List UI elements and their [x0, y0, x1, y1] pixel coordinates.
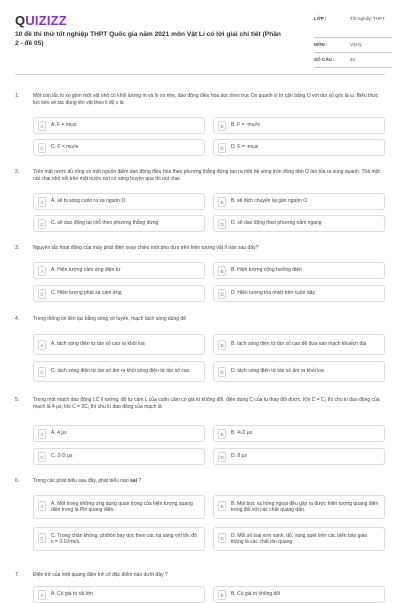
option-b[interactable] — [213, 425, 385, 442]
class-divider — [314, 37, 392, 38]
worksheet-header — [0, 0, 400, 74]
option-text: B. Mọi bức xạ hồng ngoại đều gây ra được hiện tượng quang điện trong đối với các chất quang dẫn. — [231, 500, 379, 513]
option-text: B. Có giá trị không đổi — [231, 591, 281, 598]
option-letter: A — [38, 429, 46, 439]
option-c[interactable] — [33, 285, 205, 302]
class-value: Tốt nghiệp THPT — [350, 16, 385, 21]
option-c[interactable] — [33, 361, 205, 382]
option-letter: D — [218, 533, 226, 543]
option-letter: B — [218, 590, 226, 600]
option-text: A. Hiện tượng cảm ứng điện từ — [51, 267, 121, 274]
option-d[interactable] — [213, 448, 385, 465]
option-text: A. Có giá trị rất lớn — [51, 591, 93, 598]
option-a[interactable] — [33, 495, 205, 519]
option-letter: B — [218, 429, 226, 439]
header-divider — [15, 74, 385, 75]
worksheet-title: 10 đề thi thử tốt nghiệp THPT Quốc gia năm 2021 môn Vật Lí có lời giải chi tiết (Phần 2 - đề 05) — [15, 31, 281, 47]
option-c[interactable] — [33, 215, 205, 232]
option-a[interactable] — [33, 117, 205, 134]
option-a[interactable] — [33, 262, 205, 279]
question-text: Nguyên tắc hoạt động của máy phát điện xoay chiều một pha dựa trên hiện tượng vật lí nào sau đây? — [33, 245, 259, 251]
option-letter: A — [38, 590, 46, 600]
count-label: SỐ CÂU : — [314, 57, 335, 62]
option-b[interactable] — [213, 495, 385, 519]
question-text: Một con lắc lò xo gồm một vật nhỏ có khối lượng m và lò xo nhẹ, dao động điều hòa dọc theo trục Ox quanh vị trí cân bằng O với tần số góc là ω. Biểu thức lực kéo về tác dụng lên vật theo li độ x là — [33, 93, 379, 106]
count-value: 40 — [350, 57, 356, 62]
option-text: C. F = mω²x — [51, 144, 79, 151]
option-b[interactable] — [213, 262, 385, 279]
option-letter: B — [218, 501, 226, 511]
option-letter: C — [38, 367, 46, 377]
option-text: A. F = mωx — [51, 122, 77, 129]
option-letter: C — [38, 143, 46, 153]
option-letter: A — [38, 197, 46, 207]
question-text: Trên mặt nước đủ rộng có một nguồn điểm dao động điều hòa theo phương thẳng đứng tạo ra một hệ sóng tròn đồng tâm O lan tỏa ra xung quanh. Thả một nút chai nhỏ nổi trên mặt nước nơi có sóng truyền qua thì nút chai — [33, 169, 380, 182]
question-number: 1. — [15, 93, 20, 99]
option-b[interactable] — [213, 193, 385, 210]
question-text: Trong một mạch dao động LC lí tưởng, độ tự cảm L của cuộn cảm có giá trị không đổi, điện dung C của tụ thay đổi được. Khi C = C₁ thì chu kì dao động của mạch là 4 μs; khi C = 2C₁ thì chu kì dao động của mạch là — [33, 397, 380, 410]
option-letter: A — [38, 501, 46, 511]
option-text: A. 4 μs — [51, 430, 67, 437]
option-letter: C — [38, 452, 46, 462]
class-label: LỚP : — [314, 16, 327, 21]
option-d[interactable] — [213, 361, 385, 382]
option-letter: B — [218, 197, 226, 207]
option-text: A. sẽ bị sóng cuốn ra xa nguồn O — [51, 198, 126, 205]
option-text: A. Một trong những ứng dụng quan trọng của hiện tượng quang điện trong là Pin quang điện. — [51, 500, 193, 513]
option-text: D. Hiện tượng tỏa nhiệt trên cuộn dây — [231, 290, 315, 297]
option-c[interactable] — [33, 139, 205, 156]
option-a[interactable] — [33, 425, 205, 442]
option-text: D. F = -mωx — [231, 144, 259, 151]
option-letter: D — [218, 452, 226, 462]
subject-value: Vật lý — [350, 42, 362, 47]
option-letter: C — [38, 533, 46, 543]
option-letter: D — [218, 219, 226, 229]
option-b[interactable] — [213, 586, 385, 603]
option-letter: A — [38, 340, 46, 350]
option-text: A. tách sóng điện từ tần số cao ra khỏi loa — [51, 341, 145, 348]
option-d[interactable] — [213, 527, 385, 551]
option-a[interactable] — [33, 586, 205, 603]
option-d[interactable] — [213, 215, 385, 232]
question-number: 2. — [15, 169, 20, 175]
option-text: D. tách sóng điện từ tần số âm ra khỏi loa — [231, 368, 324, 375]
option-text: C. 2√2 μs — [51, 453, 73, 460]
option-text: B. tách sóng điện từ tần số cao để đưa vào mạch khuếch đại — [231, 341, 367, 348]
option-letter: D — [218, 289, 226, 299]
option-d[interactable] — [213, 139, 385, 156]
option-a[interactable] — [33, 334, 205, 355]
option-c[interactable] — [33, 448, 205, 465]
option-letter: C — [38, 219, 46, 229]
option-b[interactable] — [213, 334, 385, 355]
quizizz-logo: QUIZIZZ — [15, 13, 67, 28]
option-letter: B — [218, 266, 226, 276]
option-text: D. 8 μs — [231, 453, 247, 460]
question-number: 5. — [15, 397, 20, 403]
option-letter: B — [218, 340, 226, 350]
option-text: C. Hiện tượng phát xạ cảm ứng — [51, 290, 122, 297]
option-a[interactable] — [33, 193, 205, 210]
option-text: D. sẽ dao động theo phương nằm ngang — [231, 220, 322, 227]
question-number: 4. — [15, 316, 20, 322]
question-number: 3. — [15, 245, 20, 251]
option-text: C. sẽ dao động tại chỗ theo phương thẳng đứng — [51, 220, 159, 227]
option-letter: D — [218, 367, 226, 377]
subject-divider — [314, 52, 392, 53]
question-text: Điện trở của một quang điện trở có đặc điểm nào dưới đây ? — [33, 572, 168, 578]
option-text: C. Trong chân không, phôtôn bay dọc theo các tia sáng với tốc độ c = 3.10⁸m/s. — [51, 532, 197, 545]
option-letter: D — [218, 143, 226, 153]
question-text: Trong các phát biểu sau đây, phát biểu nào sai ? — [33, 478, 142, 484]
option-c[interactable] — [33, 527, 205, 551]
question-number: 6. — [15, 478, 20, 484]
option-letter: A — [38, 266, 46, 276]
question-text: Trong thông tin liên lạc bằng sóng vô tuyến, mạch tách sóng dùng để — [33, 316, 186, 322]
count-divider — [314, 67, 392, 68]
option-letter: A — [38, 121, 46, 131]
option-text: B. 4√2 μs — [231, 430, 253, 437]
option-letter: C — [38, 289, 46, 299]
option-letter: B — [218, 121, 226, 131]
option-text: B. Hiện tượng cộng hưởng điện — [231, 267, 302, 274]
option-text: B. F = -mω²x — [231, 122, 260, 129]
option-b[interactable] — [213, 117, 385, 134]
option-text: B. sẽ dịch chuyển lại gần nguồn O — [231, 198, 308, 205]
option-text: C. tách sóng điện từ tần số âm ra khỏi sóng điện từ tần số cao — [51, 368, 190, 375]
subject-label: MÔN : — [314, 42, 328, 47]
option-d[interactable] — [213, 285, 385, 302]
question-number: 7. — [15, 572, 20, 578]
option-text: D. Mỗi số loại xơn xanh, đỏ, vàng quét trên các biển báo giao thông là các chất lân quang — [231, 532, 368, 545]
